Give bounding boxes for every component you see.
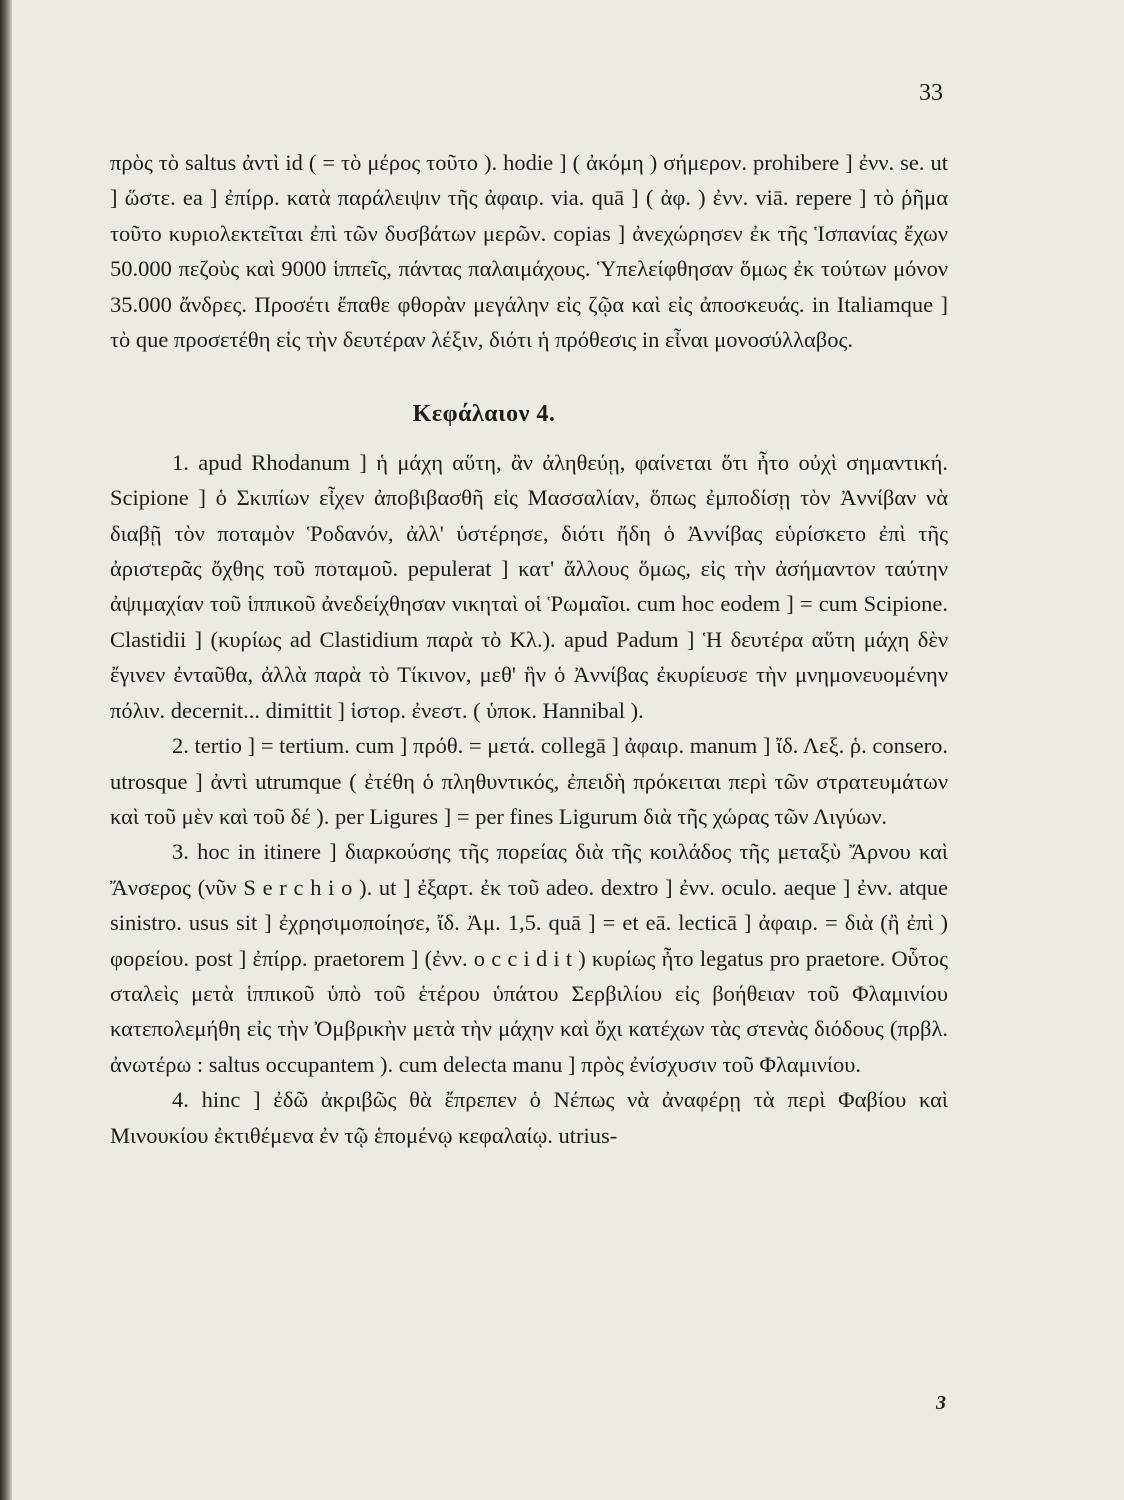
signature-mark: 3 xyxy=(936,1392,946,1414)
chapter-heading: Κεφάλαιον 4. xyxy=(412,401,556,428)
section-3-paragraph: 3. hoc in itinere ] διαρκούσης τῆς πορείας διὰ τῆς κοιλάδος τῆς μεταξὺ Ἄρνου καὶ Ἄνσερος (νῦν S e r c h i o ). ut ] ἐξαρτ. ἐκ τοῦ adeo. dextro ] ἐνν. oculo. aeque ] ἐνν. atque sinistro. usus sit ] ἐχρησιμοποίησε, ἴδ. Ἀμ. 1,5. quā ] = et eā. lecticā ] ἀφαιρ. = διὰ (ἢ ἐπὶ ) φορείου. post ] ἐπίρρ. praetorem ] (ἐνν. o c c i d i t ) κυρίως ἦτο legatus pro praetore. Οὗτος σταλεὶς μετὰ ἱππικοῦ ὑπὸ τοῦ ἑτέρου ὑπάτου Σερβιλίου εἰς βοήθειαν τοῦ Φλαμινίου κατεπολεμήθη εἰς τὴν Ὀμβρικὴν μετὰ τὴν μάχην καὶ ὄχι κατέχων τὰς στενὰς διόδους (πρβλ. ἀνωτέρω : saltus occupantem ). cum delecta manu ] πρὸς ἐνίσχυσιν τοῦ Φλαμινίου. xyxy=(110,839,948,1077)
intro-paragraph: πρὸς τὸ saltus ἀντὶ id ( = τὸ μέρος τοῦτο ). hodie ] ( ἀκόμη ) σήμερον. prohibere ] ἐνν. se. ut ] ὥστε. ea ] ἐπίρρ. κατὰ παράλειψιν τῆς ἀφαιρ. via. quā ] ( ἀφ. ) ἐνν. viā. repere ] τὸ ῥῆμα τοῦτο κυριολεκτεῖται ἐπὶ τῶν δυσβάτων μερῶν. copias ] ἀνεχώρησεν ἐκ τῆς Ἱσπανίας ἔχων 50.000 πεζοὺς καὶ 9000 ἱππεῖς, πάντας παλαιμάχους. Ὑπελείφθησαν ὅμως ἐκ τούτων μόνον 35.000 ἄνδρες. Προσέτι ἔπαθε φθορὰν μεγάλην εἰς ζῷα καὶ εἰς ἀποσκευάς. in Italiamque ] τὸ que προσετέθη εἰς τὴν δευτέραν λέξιν, διότι ἡ πρόθεσις in εἶναι μονοσύλλαβος. xyxy=(110,150,948,353)
commentary-text xyxy=(110,145,948,1153)
section-4-paragraph: 4. hinc ] ἐδῶ ἀκριβῶς θὰ ἔπρεπεν ὁ Νέπως νὰ ἀναφέρῃ τὰ περὶ Φαβίου καὶ Μινουκίου ἐκτιθέμενα ἐν τῷ ἑπομένῳ κεφαλαίῳ. utrius- xyxy=(110,1087,948,1148)
section-1-paragraph: 1. apud Rhodanum ] ἡ μάχη αὕτη, ἂν ἀληθεύῃ, φαίνεται ὅτι ἦτο οὐχὶ σημαντική. Scipione ] ὁ Σκιπίων εἶχεν ἀποβιβασθῆ εἰς Μασσαλίαν, ὅπως ἐμποδίσῃ τὸν Ἀννίβαν νὰ διαβῇ τὸν ποταμὸν Ῥοδανόν, ἀλλ' ὑστέρησε, διότι ἤδη ὁ Ἀννίβας εὑρίσκετο ἐπὶ τῆς ἀριστερᾶς ὄχθης τοῦ ποταμοῦ. pepulerat ] κατ' ἄλλους ὅμως, εἰς τὴν ἀσήμαντον ταύτην ἀψιμαχίαν τοῦ ἱππικοῦ ἀνεδείχθησαν νικηταὶ οἱ Ῥωμαῖοι. cum hoc eodem ] = cum Scipione. Clastidii ] (κυρίως ad Clastidium παρὰ τὸ Κλ.). apud Padum ] Ἡ δευτέρα αὕτη μάχη δὲν ἔγινεν ἐνταῦθα, ἀλλὰ παρὰ τὸ Τίκινον, μεθ' ἣν ὁ Ἀννίβας ἐκυρίευσε τὴν μνημονευομένην πόλιν. decernit... dimittit ] ἱστορ. ἐνεστ. ( ὑποκ. Hannibal ). xyxy=(110,449,948,723)
page-binding-edge xyxy=(0,0,12,1500)
page-number: 33 xyxy=(919,80,943,106)
section-2-paragraph: 2. tertio ] = tertium. cum ] πρόθ. = μετά. collegā ] ἀφαιρ. manum ] ἴδ. Λεξ. ῥ. consero. utrosque ] ἀντὶ utrumque ( ἐτέθη ὁ πληθυντικός, ἐπειδὴ πρόκειται περὶ τῶν στρατευμάτων καὶ τοῦ μὲν καὶ τοῦ δέ ). per Ligures ] = per fines Ligurum διὰ τῆς χώρας τῶν Λιγύων. xyxy=(110,733,948,829)
